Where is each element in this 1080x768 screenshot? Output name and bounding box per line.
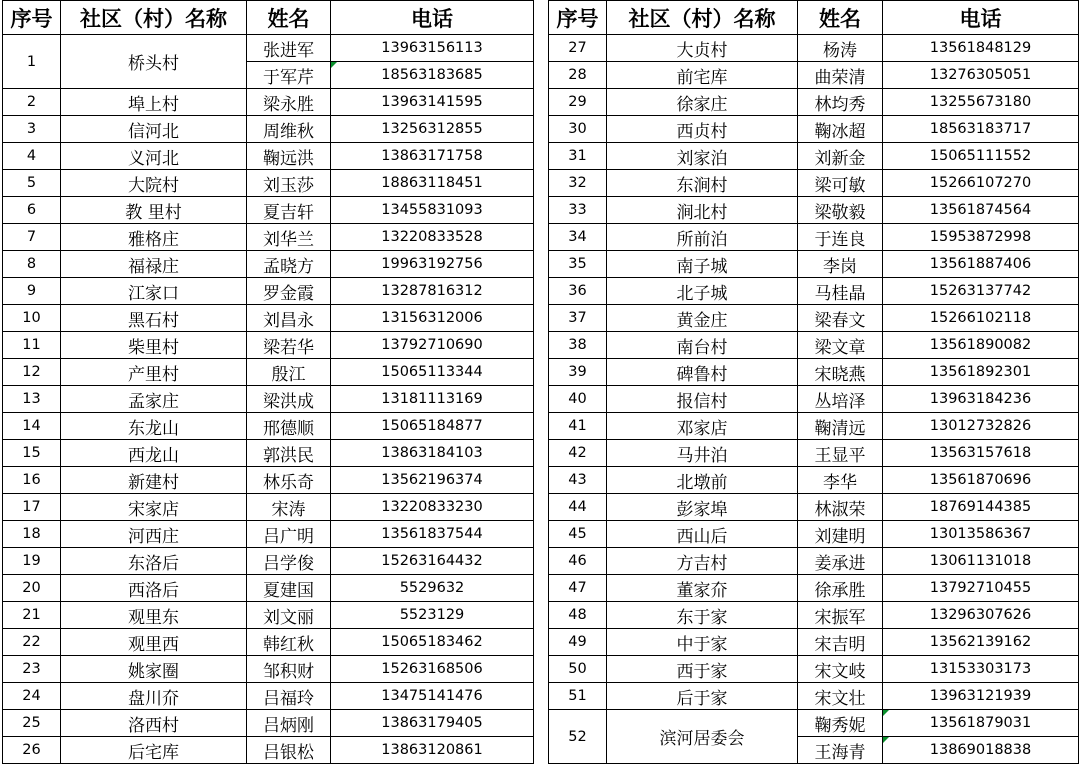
community-cell[interactable]: 雅格庄 bbox=[61, 224, 247, 251]
table-row bbox=[3, 494, 534, 521]
name-cell[interactable]: 宋吉明 bbox=[798, 629, 883, 656]
phone-cell[interactable]: 5523129 bbox=[331, 602, 534, 629]
row-number-cell[interactable]: 15 bbox=[3, 440, 61, 467]
name-cell[interactable]: 刘玉莎 bbox=[247, 170, 331, 197]
row-number-cell[interactable]: 19 bbox=[3, 548, 61, 575]
community-cell[interactable]: 马井泊 bbox=[607, 440, 798, 467]
table-row bbox=[3, 35, 534, 62]
table-row bbox=[3, 143, 534, 170]
row-number-cell[interactable]: 8 bbox=[3, 251, 61, 278]
table-row bbox=[549, 359, 1079, 386]
name-cell[interactable]: 刘建明 bbox=[798, 521, 883, 548]
name-cell[interactable]: 罗金霞 bbox=[247, 278, 331, 305]
row-number-cell[interactable]: 46 bbox=[549, 548, 607, 575]
phone-cell[interactable]: 13561892301 bbox=[883, 359, 1079, 386]
phone-cell[interactable]: 13181113169 bbox=[331, 386, 534, 413]
table-row bbox=[3, 359, 534, 386]
phone-cell[interactable]: 13156312006 bbox=[331, 305, 534, 332]
table-row bbox=[3, 413, 534, 440]
row-number-cell[interactable]: 48 bbox=[549, 602, 607, 629]
phone-cell[interactable]: 15065184877 bbox=[331, 413, 534, 440]
phone-cell[interactable]: 13561879031 bbox=[883, 710, 1079, 737]
community-cell[interactable]: 前宅库 bbox=[607, 62, 798, 89]
table-row bbox=[3, 278, 534, 305]
row-number-cell[interactable]: 42 bbox=[549, 440, 607, 467]
community-cell[interactable]: 姚家圈 bbox=[61, 656, 247, 683]
phone-cell[interactable]: 19963192756 bbox=[331, 251, 534, 278]
name-cell[interactable]: 梁可敏 bbox=[798, 170, 883, 197]
community-cell[interactable]: 东洛后 bbox=[61, 548, 247, 575]
community-cell[interactable]: 义河北 bbox=[61, 143, 247, 170]
name-cell[interactable]: 姜承进 bbox=[798, 548, 883, 575]
name-cell[interactable]: 吕福玲 bbox=[247, 683, 331, 710]
table-row bbox=[549, 413, 1079, 440]
phone-cell[interactable]: 18563183685 bbox=[331, 62, 534, 89]
table-row bbox=[549, 251, 1079, 278]
name-cell[interactable]: 韩红秋 bbox=[247, 629, 331, 656]
name-cell[interactable]: 周维秋 bbox=[247, 116, 331, 143]
phone-cell[interactable]: 15065111552 bbox=[883, 143, 1079, 170]
community-cell[interactable]: 东涧村 bbox=[607, 170, 798, 197]
header-name: 姓名 bbox=[247, 1, 331, 35]
phone-cell[interactable]: 13963121939 bbox=[883, 683, 1079, 710]
phone-cell[interactable]: 18563183717 bbox=[883, 116, 1079, 143]
row-number-cell[interactable]: 39 bbox=[549, 359, 607, 386]
phone-cell[interactable]: 13869018838 bbox=[883, 737, 1079, 764]
name-cell[interactable]: 宋振军 bbox=[798, 602, 883, 629]
phone-cell[interactable]: 13561890082 bbox=[883, 332, 1079, 359]
row-number-cell[interactable]: 23 bbox=[3, 656, 61, 683]
table-row bbox=[549, 35, 1079, 62]
phone-cell[interactable]: 13061131018 bbox=[883, 548, 1079, 575]
community-cell[interactable]: 产里村 bbox=[61, 359, 247, 386]
community-cell[interactable]: 徐家庄 bbox=[607, 89, 798, 116]
name-cell[interactable]: 吕广明 bbox=[247, 521, 331, 548]
row-number-cell[interactable]: 24 bbox=[3, 683, 61, 710]
row-number-cell[interactable]: 6 bbox=[3, 197, 61, 224]
table-row bbox=[3, 89, 534, 116]
name-cell[interactable]: 孟晓方 bbox=[247, 251, 331, 278]
phone-cell[interactable]: 13561874564 bbox=[883, 197, 1079, 224]
row-number-cell[interactable]: 13 bbox=[3, 386, 61, 413]
table-row bbox=[3, 710, 534, 737]
name-cell[interactable]: 丛培泽 bbox=[798, 386, 883, 413]
phone-cell[interactable]: 18863118451 bbox=[331, 170, 534, 197]
name-cell[interactable]: 梁若华 bbox=[247, 332, 331, 359]
row-number-cell[interactable]: 3 bbox=[3, 116, 61, 143]
table-row bbox=[3, 548, 534, 575]
phone-cell[interactable]: 15065113344 bbox=[331, 359, 534, 386]
name-cell[interactable]: 王显平 bbox=[798, 440, 883, 467]
row-number-cell[interactable]: 35 bbox=[549, 251, 607, 278]
table-row bbox=[549, 629, 1079, 656]
community-cell[interactable]: 北墩前 bbox=[607, 467, 798, 494]
row-number-cell[interactable]: 43 bbox=[549, 467, 607, 494]
table-row bbox=[3, 251, 534, 278]
table-row bbox=[3, 116, 534, 143]
name-cell[interactable]: 吕炳刚 bbox=[247, 710, 331, 737]
name-cell[interactable]: 鞠清远 bbox=[798, 413, 883, 440]
row-number-cell[interactable]: 36 bbox=[549, 278, 607, 305]
row-number-cell[interactable]: 49 bbox=[549, 629, 607, 656]
name-cell[interactable]: 于军芹 bbox=[247, 62, 331, 89]
phone-cell[interactable]: 13220833230 bbox=[331, 494, 534, 521]
name-cell[interactable]: 林乐奇 bbox=[247, 467, 331, 494]
name-cell[interactable]: 梁春文 bbox=[798, 305, 883, 332]
row-number-cell[interactable]: 21 bbox=[3, 602, 61, 629]
phone-cell[interactable]: 13963141595 bbox=[331, 89, 534, 116]
row-number-cell[interactable]: 41 bbox=[549, 413, 607, 440]
name-cell[interactable]: 刘新金 bbox=[798, 143, 883, 170]
community-cell[interactable]: 滨河居委会 bbox=[607, 710, 798, 764]
row-number-cell[interactable]: 7 bbox=[3, 224, 61, 251]
phone-cell[interactable]: 18769144385 bbox=[883, 494, 1079, 521]
table-row bbox=[549, 710, 1079, 737]
phone-cell[interactable]: 13863171758 bbox=[331, 143, 534, 170]
community-cell[interactable]: 黑石村 bbox=[61, 305, 247, 332]
row-number-cell[interactable]: 17 bbox=[3, 494, 61, 521]
phone-cell[interactable]: 15266102118 bbox=[883, 305, 1079, 332]
name-cell[interactable]: 夏建国 bbox=[247, 575, 331, 602]
name-cell[interactable]: 邢德顺 bbox=[247, 413, 331, 440]
header-community: 社区（村）名称 bbox=[61, 1, 247, 35]
community-cell[interactable]: 后于家 bbox=[607, 683, 798, 710]
phone-cell[interactable]: 13455831093 bbox=[331, 197, 534, 224]
phone-cell[interactable]: 13287816312 bbox=[331, 278, 534, 305]
name-cell[interactable]: 王海青 bbox=[798, 737, 883, 764]
name-cell[interactable]: 夏吉轩 bbox=[247, 197, 331, 224]
community-cell[interactable]: 方吉村 bbox=[607, 548, 798, 575]
row-number-cell[interactable]: 5 bbox=[3, 170, 61, 197]
phone-cell[interactable]: 13562139162 bbox=[883, 629, 1079, 656]
name-cell[interactable]: 林均秀 bbox=[798, 89, 883, 116]
community-cell[interactable]: 报信村 bbox=[607, 386, 798, 413]
community-cell[interactable]: 宋家店 bbox=[61, 494, 247, 521]
community-cell[interactable]: 西于家 bbox=[607, 656, 798, 683]
phone-cell[interactable]: 13863179405 bbox=[331, 710, 534, 737]
phone-cell[interactable]: 15263137742 bbox=[883, 278, 1079, 305]
community-cell[interactable]: 埠上村 bbox=[61, 89, 247, 116]
name-cell[interactable]: 李岗 bbox=[798, 251, 883, 278]
community-cell[interactable]: 西山后 bbox=[607, 521, 798, 548]
row-number-cell[interactable]: 11 bbox=[3, 332, 61, 359]
name-cell[interactable]: 郭洪民 bbox=[247, 440, 331, 467]
table-row bbox=[549, 332, 1079, 359]
row-number-cell[interactable]: 29 bbox=[549, 89, 607, 116]
header-community: 社区（村）名称 bbox=[607, 1, 798, 35]
community-cell[interactable]: 洛西村 bbox=[61, 710, 247, 737]
community-cell[interactable]: 西贞村 bbox=[607, 116, 798, 143]
phone-cell[interactable]: 13561837544 bbox=[331, 521, 534, 548]
community-cell[interactable]: 柴里村 bbox=[61, 332, 247, 359]
community-cell[interactable]: 彭家埠 bbox=[607, 494, 798, 521]
name-cell[interactable]: 梁永胜 bbox=[247, 89, 331, 116]
table-row bbox=[3, 305, 534, 332]
name-cell[interactable]: 李华 bbox=[798, 467, 883, 494]
community-cell[interactable]: 福禄庄 bbox=[61, 251, 247, 278]
row-number-cell[interactable]: 26 bbox=[3, 737, 61, 764]
header-no: 序号 bbox=[549, 1, 607, 35]
name-cell[interactable]: 梁敬毅 bbox=[798, 197, 883, 224]
community-cell[interactable]: 南台村 bbox=[607, 332, 798, 359]
name-cell[interactable]: 马桂晶 bbox=[798, 278, 883, 305]
community-cell[interactable]: 孟家庄 bbox=[61, 386, 247, 413]
community-cell[interactable]: 大院村 bbox=[61, 170, 247, 197]
row-number-cell[interactable]: 31 bbox=[549, 143, 607, 170]
row-number-cell[interactable]: 40 bbox=[549, 386, 607, 413]
community-cell[interactable]: 中于家 bbox=[607, 629, 798, 656]
table-row bbox=[3, 683, 534, 710]
community-cell[interactable]: 大贞村 bbox=[607, 35, 798, 62]
header-phone: 电话 bbox=[883, 1, 1079, 35]
table-row bbox=[549, 494, 1079, 521]
community-cell[interactable]: 新建村 bbox=[61, 467, 247, 494]
table-row bbox=[3, 224, 534, 251]
table-row bbox=[549, 224, 1079, 251]
table-row bbox=[3, 467, 534, 494]
community-cell[interactable]: 碑鲁村 bbox=[607, 359, 798, 386]
phone-cell[interactable]: 13012732826 bbox=[883, 413, 1079, 440]
contact-table-right bbox=[548, 0, 1079, 764]
community-cell[interactable]: 西龙山 bbox=[61, 440, 247, 467]
row-number-cell[interactable]: 14 bbox=[3, 413, 61, 440]
phone-cell[interactable]: 15065183462 bbox=[331, 629, 534, 656]
name-cell[interactable]: 宋文壮 bbox=[798, 683, 883, 710]
name-cell[interactable]: 于连良 bbox=[798, 224, 883, 251]
phone-cell[interactable]: 13863120861 bbox=[331, 737, 534, 764]
row-number-cell[interactable]: 34 bbox=[549, 224, 607, 251]
community-cell[interactable]: 黄金庄 bbox=[607, 305, 798, 332]
phone-cell[interactable]: 13296307626 bbox=[883, 602, 1079, 629]
community-cell[interactable]: 河西庄 bbox=[61, 521, 247, 548]
table-row bbox=[3, 602, 534, 629]
row-number-cell[interactable]: 28 bbox=[549, 62, 607, 89]
name-cell[interactable]: 吕银松 bbox=[247, 737, 331, 764]
row-number-cell[interactable]: 37 bbox=[549, 305, 607, 332]
row-number-cell[interactable]: 30 bbox=[549, 116, 607, 143]
row-number-cell[interactable]: 27 bbox=[549, 35, 607, 62]
table-row bbox=[3, 386, 534, 413]
table-row bbox=[3, 170, 534, 197]
community-cell[interactable]: 邓家店 bbox=[607, 413, 798, 440]
community-cell[interactable]: 所前泊 bbox=[607, 224, 798, 251]
phone-cell[interactable]: 13561887406 bbox=[883, 251, 1079, 278]
name-cell[interactable]: 梁文章 bbox=[798, 332, 883, 359]
name-cell[interactable]: 宋涛 bbox=[247, 494, 331, 521]
name-cell[interactable]: 徐承胜 bbox=[798, 575, 883, 602]
row-number-cell[interactable]: 22 bbox=[3, 629, 61, 656]
name-cell[interactable]: 宋晓燕 bbox=[798, 359, 883, 386]
row-number-cell[interactable]: 47 bbox=[549, 575, 607, 602]
name-cell[interactable]: 刘文丽 bbox=[247, 602, 331, 629]
table-row bbox=[549, 467, 1079, 494]
community-cell[interactable]: 观里西 bbox=[61, 629, 247, 656]
row-number-cell[interactable]: 9 bbox=[3, 278, 61, 305]
row-number-cell[interactable]: 33 bbox=[549, 197, 607, 224]
row-number-cell[interactable]: 18 bbox=[3, 521, 61, 548]
row-number-cell[interactable]: 16 bbox=[3, 467, 61, 494]
phone-cell[interactable]: 15953872998 bbox=[883, 224, 1079, 251]
table-row bbox=[549, 143, 1079, 170]
contact-table-left bbox=[2, 0, 534, 764]
phone-cell[interactable]: 13276305051 bbox=[883, 62, 1079, 89]
phone-cell[interactable]: 13863184103 bbox=[331, 440, 534, 467]
row-number-cell[interactable]: 20 bbox=[3, 575, 61, 602]
community-cell[interactable]: 涧北村 bbox=[607, 197, 798, 224]
header-row bbox=[549, 1, 1079, 35]
table-row bbox=[549, 575, 1079, 602]
phone-cell[interactable]: 13561870696 bbox=[883, 467, 1079, 494]
table-row bbox=[549, 278, 1079, 305]
phone-cell[interactable]: 13562196374 bbox=[331, 467, 534, 494]
community-cell[interactable]: 教 里村 bbox=[61, 197, 247, 224]
name-cell[interactable]: 鞠冰超 bbox=[798, 116, 883, 143]
community-cell[interactable]: 桥头村 bbox=[61, 35, 247, 89]
row-number-cell[interactable]: 32 bbox=[549, 170, 607, 197]
table-row bbox=[3, 656, 534, 683]
name-cell[interactable]: 梁洪成 bbox=[247, 386, 331, 413]
table-row bbox=[3, 737, 534, 764]
phone-cell[interactable]: 13963156113 bbox=[331, 35, 534, 62]
community-cell[interactable]: 江家口 bbox=[61, 278, 247, 305]
row-number-cell[interactable]: 44 bbox=[549, 494, 607, 521]
table-row bbox=[549, 386, 1079, 413]
phone-cell[interactable]: 5529632 bbox=[331, 575, 534, 602]
name-cell[interactable]: 杨涛 bbox=[798, 35, 883, 62]
phone-cell[interactable]: 13792710690 bbox=[331, 332, 534, 359]
table-row bbox=[549, 170, 1079, 197]
table-row bbox=[549, 62, 1079, 89]
table-row bbox=[549, 521, 1079, 548]
header-name: 姓名 bbox=[798, 1, 883, 35]
phone-cell[interactable]: 13475141476 bbox=[331, 683, 534, 710]
header-row bbox=[3, 1, 534, 35]
name-cell[interactable]: 鞠远洪 bbox=[247, 143, 331, 170]
name-cell[interactable]: 邹积财 bbox=[247, 656, 331, 683]
phone-cell[interactable]: 13255673180 bbox=[883, 89, 1079, 116]
row-number-cell[interactable]: 2 bbox=[3, 89, 61, 116]
header-phone: 电话 bbox=[331, 1, 534, 35]
name-cell[interactable]: 吕学俊 bbox=[247, 548, 331, 575]
table-row bbox=[549, 440, 1079, 467]
phone-cell[interactable]: 13792710455 bbox=[883, 575, 1079, 602]
table-row bbox=[3, 440, 534, 467]
name-cell[interactable]: 曲荣清 bbox=[798, 62, 883, 89]
phone-cell[interactable]: 13563157618 bbox=[883, 440, 1079, 467]
phone-cell[interactable]: 13013586367 bbox=[883, 521, 1079, 548]
table-row bbox=[3, 575, 534, 602]
community-cell[interactable]: 观里东 bbox=[61, 602, 247, 629]
community-cell[interactable]: 刘家泊 bbox=[607, 143, 798, 170]
phone-cell[interactable]: 13561848129 bbox=[883, 35, 1079, 62]
table-row bbox=[549, 548, 1079, 575]
community-cell[interactable]: 西洛后 bbox=[61, 575, 247, 602]
row-number-cell[interactable]: 52 bbox=[549, 710, 607, 764]
table-row bbox=[549, 305, 1079, 332]
table-row bbox=[549, 116, 1079, 143]
name-cell[interactable]: 林淑荣 bbox=[798, 494, 883, 521]
name-cell[interactable]: 鞠秀妮 bbox=[798, 710, 883, 737]
community-cell[interactable]: 信河北 bbox=[61, 116, 247, 143]
header-no: 序号 bbox=[3, 1, 61, 35]
table-row bbox=[549, 197, 1079, 224]
community-cell[interactable]: 北子城 bbox=[607, 278, 798, 305]
name-cell[interactable]: 张进军 bbox=[247, 35, 331, 62]
community-cell[interactable]: 南子城 bbox=[607, 251, 798, 278]
row-number-cell[interactable]: 25 bbox=[3, 710, 61, 737]
phone-cell[interactable]: 15263168506 bbox=[331, 656, 534, 683]
phone-cell[interactable]: 15266107270 bbox=[883, 170, 1079, 197]
row-number-cell[interactable]: 51 bbox=[549, 683, 607, 710]
table-row bbox=[549, 683, 1079, 710]
community-cell[interactable]: 后宅库 bbox=[61, 737, 247, 764]
table-row bbox=[549, 656, 1079, 683]
row-number-cell[interactable]: 12 bbox=[3, 359, 61, 386]
table-body-right bbox=[549, 35, 1079, 764]
table-row bbox=[3, 197, 534, 224]
table-row bbox=[3, 332, 534, 359]
community-cell[interactable]: 董家夼 bbox=[607, 575, 798, 602]
table-row bbox=[549, 89, 1079, 116]
row-number-cell[interactable]: 1 bbox=[3, 35, 61, 89]
row-number-cell[interactable]: 10 bbox=[3, 305, 61, 332]
name-cell[interactable]: 宋文岐 bbox=[798, 656, 883, 683]
phone-cell[interactable]: 15263164432 bbox=[331, 548, 534, 575]
community-cell[interactable]: 东于家 bbox=[607, 602, 798, 629]
table-body-left bbox=[3, 35, 534, 764]
phone-cell[interactable]: 13256312855 bbox=[331, 116, 534, 143]
phone-cell[interactable]: 13220833528 bbox=[331, 224, 534, 251]
table-row bbox=[3, 629, 534, 656]
name-cell[interactable]: 刘昌永 bbox=[247, 305, 331, 332]
table-row bbox=[549, 602, 1079, 629]
phone-cell[interactable]: 13963184236 bbox=[883, 386, 1079, 413]
row-number-cell[interactable]: 45 bbox=[549, 521, 607, 548]
community-cell[interactable]: 盘川夼 bbox=[61, 683, 247, 710]
name-cell[interactable]: 殷江 bbox=[247, 359, 331, 386]
community-cell[interactable]: 东龙山 bbox=[61, 413, 247, 440]
row-number-cell[interactable]: 38 bbox=[549, 332, 607, 359]
name-cell[interactable]: 刘华兰 bbox=[247, 224, 331, 251]
row-number-cell[interactable]: 4 bbox=[3, 143, 61, 170]
table-row bbox=[3, 521, 534, 548]
phone-cell[interactable]: 13153303173 bbox=[883, 656, 1079, 683]
row-number-cell[interactable]: 50 bbox=[549, 656, 607, 683]
